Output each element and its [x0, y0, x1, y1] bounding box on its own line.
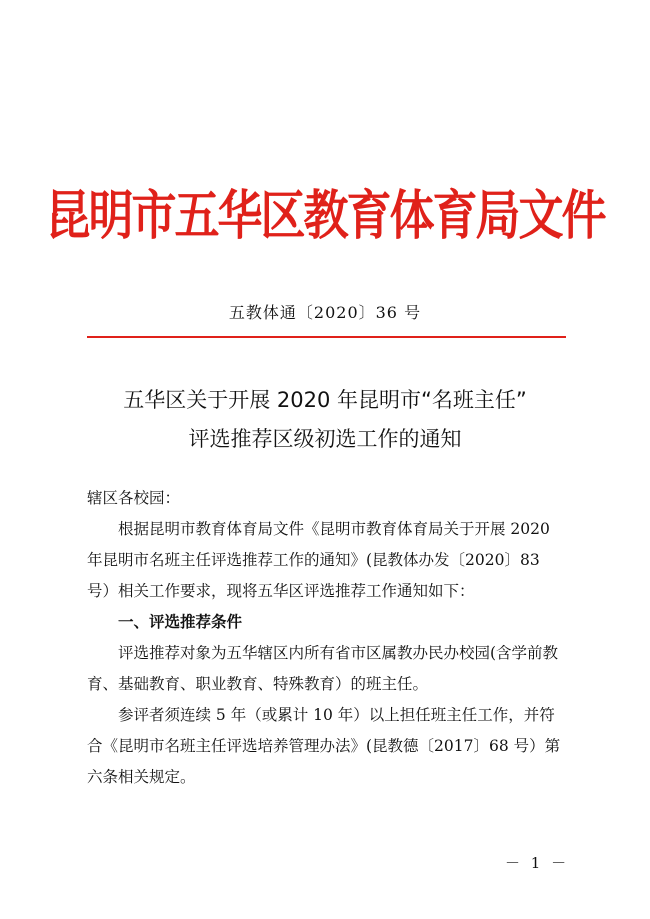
- page-number: － 1 －: [505, 854, 570, 872]
- document-number: 五教体通〔2020〕36 号: [228, 303, 422, 322]
- paragraph-2: 评选推荐对象为五华辖区内所有省市区属教办民办校园(含学前教育、基础教育、职业教育、特殊教育）的班主任。: [87, 644, 559, 693]
- paragraph-3: 参评者须连续 5 年（或累计 10 年）以上担任班主任工作，并符合《昆明市名班主任评选培养管理办法》(昆教德〔2017〕68 号）第六条相关规定。: [87, 706, 561, 786]
- notice-title: [60, 381, 590, 459]
- document-header-title: 昆明市五华区教育体育局文件: [45, 183, 605, 247]
- paragraph-1: 根据昆明市教育体育局文件《昆明市教育体育局关于开展 2020 年昆明市名班主任评选推荐工作的通知》(昆教体办发〔2020〕83 号）相关工作要求，现将五华区评选推荐工作通知如下：: [87, 520, 550, 600]
- notice-title-line-1: 五华区关于开展 2020 年昆明市“名班主任”: [123, 388, 527, 412]
- notice-title-line-2: 评选推荐区级初选工作的通知: [188, 427, 462, 451]
- salutation: 辖区各校园：: [87, 489, 181, 507]
- section-heading-1: 一、评选推荐条件: [118, 613, 243, 631]
- notice-body: [87, 483, 567, 793]
- red-divider-line: [87, 336, 566, 338]
